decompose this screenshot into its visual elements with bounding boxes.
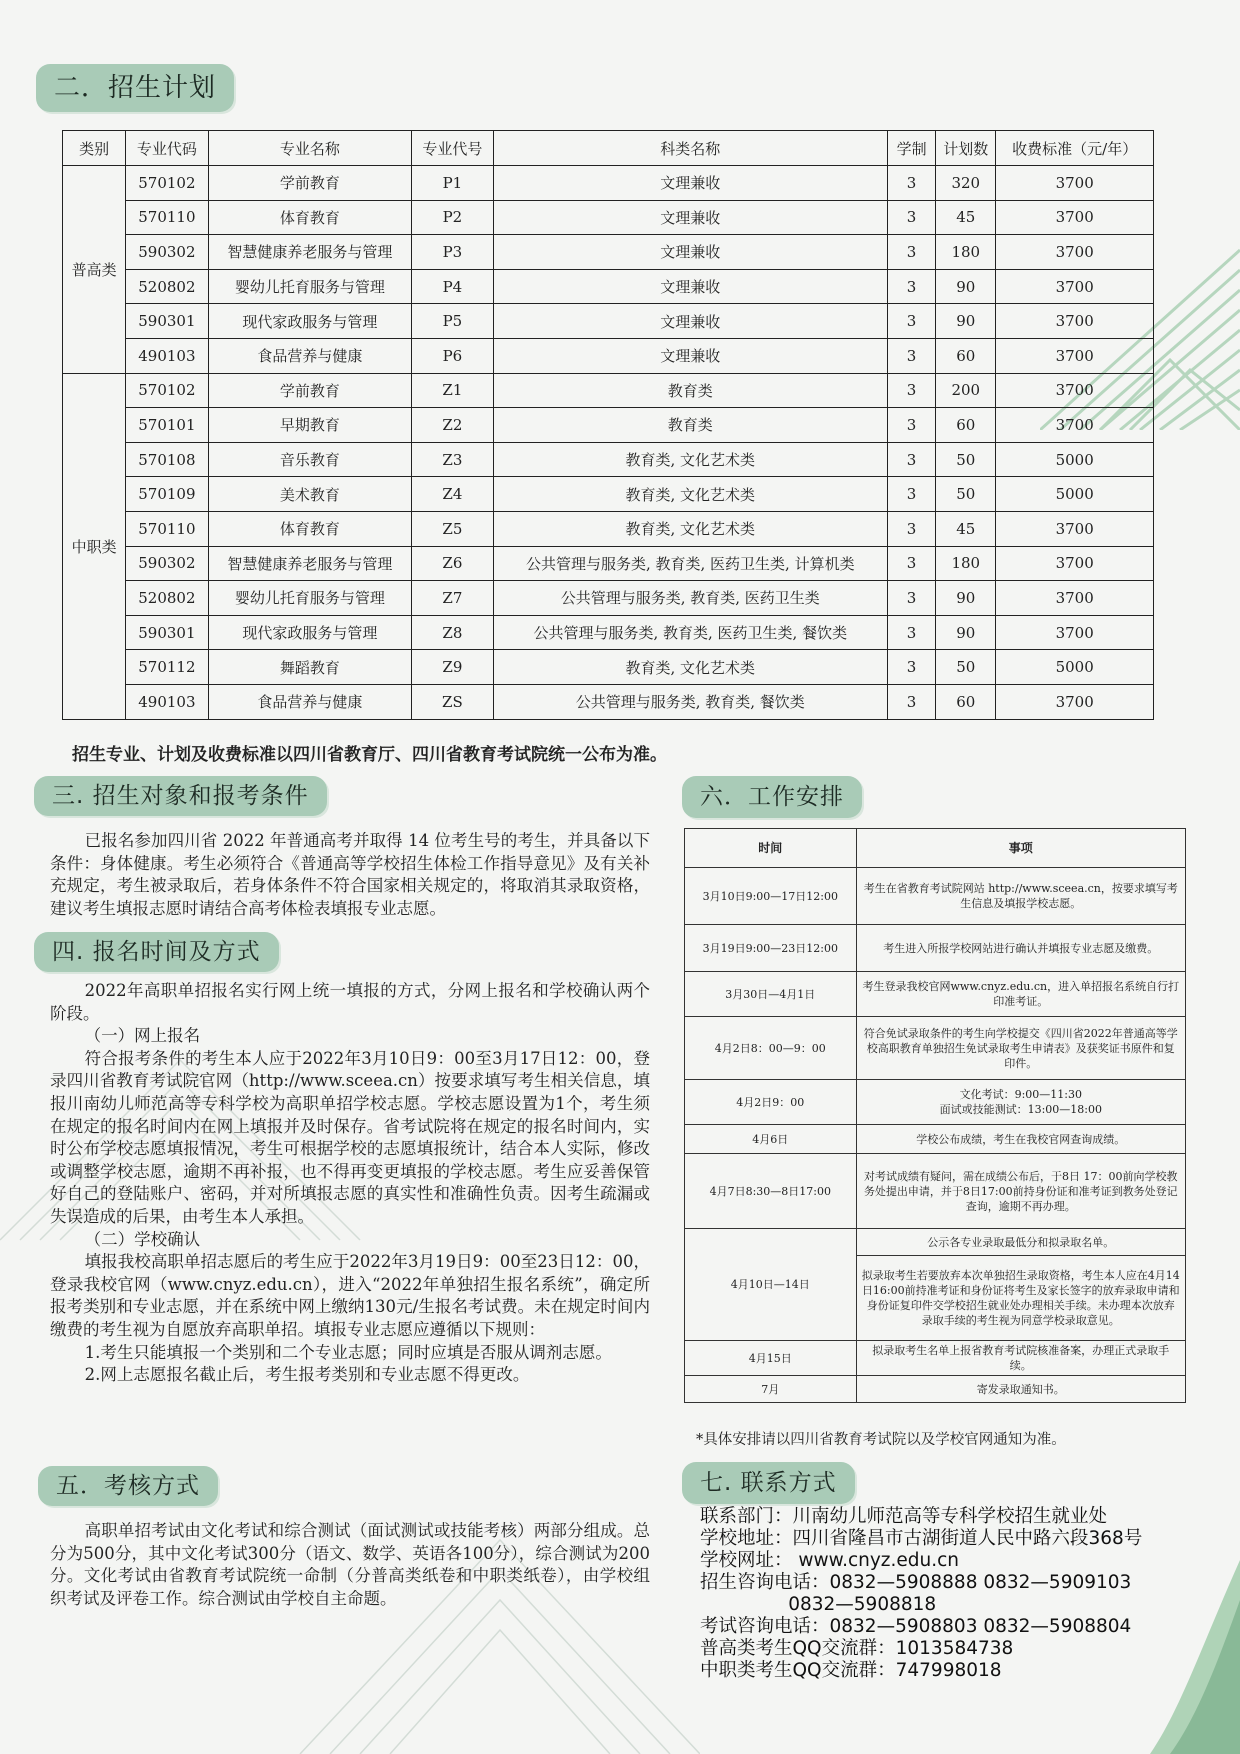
cell-xz: 3	[887, 477, 935, 512]
cell-jh: 90	[936, 269, 996, 304]
section4-text	[50, 980, 650, 1387]
cell-jh: 60	[936, 338, 996, 373]
cell-name: 智慧健康养老服务与管理	[208, 546, 412, 581]
cell-kl: 文理兼收	[493, 269, 887, 304]
table-row	[63, 166, 1154, 201]
cell-dh: P1	[412, 166, 493, 201]
cell-jh: 50	[936, 650, 996, 685]
cell-dh: P6	[412, 338, 493, 373]
table-row	[63, 373, 1154, 408]
section5-heading: 五．考核方式	[38, 1466, 218, 1506]
cell-kl: 公共管理与服务类, 教育类, 医药卫生类, 餐饮类	[493, 615, 887, 650]
cell-name: 体育教育	[208, 200, 412, 235]
cell-name: 婴幼儿托育服务与管理	[208, 581, 412, 616]
header-fee: 收费标准（元/年）	[996, 131, 1154, 166]
cell-code: 570101	[126, 408, 208, 443]
cell-kl: 公共管理与服务类, 教育类, 医药卫生类, 计算机类	[493, 546, 887, 581]
cell-jh: 90	[936, 581, 996, 616]
cell-name: 早期教育	[208, 408, 412, 443]
cell-fee: 5000	[996, 442, 1154, 477]
cell-code: 570112	[126, 650, 208, 685]
schedule-item: 寄发录取通知书。	[856, 1376, 1185, 1403]
cell-kl: 公共管理与服务类, 教育类, 餐饮类	[493, 684, 887, 719]
table-row	[63, 338, 1154, 373]
table-row	[63, 442, 1154, 477]
cell-xz: 3	[887, 338, 935, 373]
cell-xz: 3	[887, 684, 935, 719]
cell-name: 舞蹈教育	[208, 650, 412, 685]
cell-code: 490103	[126, 338, 208, 373]
section3-heading: 三. 招生对象和报考条件	[34, 776, 327, 816]
schedule-item: 考生登录我校官网www.cnyz.edu.cn，进入单招报名系统自行打印准考证。	[856, 972, 1185, 1017]
cell-fee: 3700	[996, 511, 1154, 546]
cell-xz: 3	[887, 200, 935, 235]
table-row	[63, 615, 1154, 650]
cell-xz: 3	[887, 269, 935, 304]
cell-jh: 60	[936, 408, 996, 443]
cell-code: 570108	[126, 442, 208, 477]
cell-jh: 90	[936, 304, 996, 339]
cell-xz: 3	[887, 511, 935, 546]
cell-code: 570102	[126, 373, 208, 408]
cell-dh: P3	[412, 235, 493, 270]
contact-address: 学校地址：四川省隆昌市古湖街道人民中路六段368号	[700, 1528, 1143, 1549]
cell-dh: Z6	[412, 546, 493, 581]
table-row	[63, 511, 1154, 546]
section2-heading: 二．招生计划	[36, 64, 234, 112]
cell-jh: 50	[936, 477, 996, 512]
cell-code: 570110	[126, 200, 208, 235]
cell-dh: Z4	[412, 477, 493, 512]
cell-kl: 教育类, 文化艺术类	[493, 650, 887, 685]
cell-kl: 公共管理与服务类, 教育类, 医药卫生类	[493, 581, 887, 616]
cell-dh: Z2	[412, 408, 493, 443]
assessment-paragraph: 高职单招考试由文化考试和综合测试（面试测试或技能考核）两部分组成。总分为500分，其中文化考试300分（语文、数学、英语各100分），综合测试为200分。文化考试由省教育考试院统一命制（分普高类纸卷和中职类纸卷），由学校组织考试及评卷工作。综合测试由学校自主命题。	[50, 1521, 650, 1608]
section6-heading: 六．工作安排	[682, 776, 862, 818]
cell-kl: 教育类, 文化艺术类	[493, 477, 887, 512]
category-cell: 普高类	[63, 166, 126, 374]
table-row	[63, 408, 1154, 443]
header-major-id: 专业代号	[412, 131, 493, 166]
cell-xz: 3	[887, 546, 935, 581]
cell-dh: Z7	[412, 581, 493, 616]
cell-name: 体育教育	[208, 511, 412, 546]
cell-code: 590302	[126, 235, 208, 270]
section7-heading: 七. 联系方式	[682, 1462, 855, 1504]
table-row	[63, 269, 1154, 304]
section3-text	[50, 830, 650, 920]
schedule-time: 4月2日9：00	[685, 1080, 857, 1125]
table-row	[63, 581, 1154, 616]
contact-website: 学校网址： www.cnyz.edu.cn	[700, 1550, 960, 1571]
schedule-footnote: *具体安排请以四川省教育考试院以及学校官网通知为准。	[696, 1432, 1066, 1448]
schedule-time: 4月7日8:30—8日17:00	[685, 1154, 857, 1229]
cell-xz: 3	[887, 235, 935, 270]
cell-code: 520802	[126, 581, 208, 616]
schedule-header-row	[685, 829, 1186, 868]
header-duration: 学制	[887, 131, 935, 166]
cell-code: 570110	[126, 511, 208, 546]
contact-qq-vocational: 中职类考生QQ交流群：747998018	[700, 1660, 1002, 1681]
schedule-table	[684, 828, 1186, 1403]
cell-xz: 3	[887, 408, 935, 443]
header-major-code: 专业代码	[126, 131, 208, 166]
schedule-row	[685, 1017, 1186, 1080]
schedule-header-time: 时间	[685, 829, 857, 868]
cell-jh: 90	[936, 615, 996, 650]
cell-dh: Z8	[412, 615, 493, 650]
schedule-time: 3月10日9:00—17日12:00	[685, 868, 857, 925]
contact-qq-general: 普高类考生QQ交流群：1013584738	[700, 1638, 1014, 1659]
schedule-header-item: 事项	[856, 829, 1185, 868]
cell-name: 音乐教育	[208, 442, 412, 477]
cell-fee: 3700	[996, 269, 1154, 304]
schedule-time: 3月30日—4月1日	[685, 972, 857, 1017]
schedule-time: 3月19日9:00—23日12:00	[685, 925, 857, 972]
table-row	[63, 235, 1154, 270]
cell-name: 现代家政服务与管理	[208, 615, 412, 650]
cell-xz: 3	[887, 166, 935, 201]
cell-code: 570102	[126, 166, 208, 201]
schedule-row	[685, 1125, 1186, 1154]
cell-kl: 文理兼收	[493, 235, 887, 270]
cell-dh: P4	[412, 269, 493, 304]
deco-bottom-right-mountain	[1150, 1560, 1240, 1754]
schedule-item: 文化考试：9:00—11:30 面试或技能测试：13:00—18:00	[856, 1080, 1185, 1125]
cell-name: 婴幼儿托育服务与管理	[208, 269, 412, 304]
cell-name: 智慧健康养老服务与管理	[208, 235, 412, 270]
schedule-time: 4月6日	[685, 1125, 857, 1154]
cell-fee: 3700	[996, 581, 1154, 616]
cell-kl: 文理兼收	[493, 304, 887, 339]
schedule-row	[685, 925, 1186, 972]
cell-kl: 教育类, 文化艺术类	[493, 511, 887, 546]
table-row	[63, 546, 1154, 581]
table-header-row	[63, 131, 1154, 166]
cell-fee: 3700	[996, 200, 1154, 235]
category-cell: 中职类	[63, 373, 126, 719]
cell-xz: 3	[887, 581, 935, 616]
cell-name: 现代家政服务与管理	[208, 304, 412, 339]
schedule-item: 考生在省教育考试院网站 http://www.sceea.cn，按要求填写考生信息及填报学校志愿。	[856, 868, 1185, 925]
schedule-item: 学校公布成绩，考生在我校官网查询成绩。	[856, 1125, 1185, 1154]
cell-name: 学前教育	[208, 166, 412, 201]
cell-jh: 45	[936, 200, 996, 235]
table-row	[63, 200, 1154, 235]
table-row	[63, 684, 1154, 719]
online-registration-text: 符合报考条件的考生本人应于2022年3月10日9：00至3月17日12：00，登录四川省教育考试院官网（http://www.sceea.cn）按要求填写考生相关信息，填报川南幼儿师范高等专科学校为高职单招学校志愿。学校志愿设置为1个，考生须在规定的报名时间内在网上填报并及时保存。省考试院将在规定的报名时间内，实时公布学校志愿填报情况，考生可根据学校的志愿填报统计，结合本人实际，修改或调整学校志愿，逾期不再补报，也不得再变更填报的学校志愿。考生应妥善保管好自己的登陆账户、密码，并对所填报志愿的真实性和准确性负责。因考生疏漏或失误造成的后果，由考生本人承担。	[50, 1048, 650, 1226]
cell-dh: P2	[412, 200, 493, 235]
cell-name: 学前教育	[208, 373, 412, 408]
cell-fee: 3700	[996, 684, 1154, 719]
contact-exam-phone: 考试咨询电话：0832—5908803 0832—5908804	[700, 1616, 1132, 1637]
cell-jh: 50	[936, 442, 996, 477]
cell-fee: 5000	[996, 477, 1154, 512]
cell-fee: 3700	[996, 304, 1154, 339]
contact-admission-phone-2: 0832—5908818	[700, 1594, 937, 1615]
contact-info	[700, 1506, 1142, 1682]
cell-xz: 3	[887, 650, 935, 685]
cell-kl: 文理兼收	[493, 338, 887, 373]
cell-jh: 60	[936, 684, 996, 719]
cell-jh: 200	[936, 373, 996, 408]
cell-kl: 教育类	[493, 373, 887, 408]
cell-code: 590302	[126, 546, 208, 581]
cell-code: 590301	[126, 304, 208, 339]
rule-2: 2.网上志愿报名截止后，考生报考类别和专业志愿不得更改。	[84, 1365, 530, 1385]
cell-code: 590301	[126, 615, 208, 650]
schedule-item: 拟录取考生名单上报省教育考试院核准备案，办理正式录取手续。	[856, 1341, 1185, 1376]
cell-dh: ZS	[412, 684, 493, 719]
section5-text	[50, 1520, 650, 1610]
cell-kl: 教育类, 文化艺术类	[493, 442, 887, 477]
cell-xz: 3	[887, 442, 935, 477]
schedule-row	[685, 1229, 1186, 1256]
schedule-row	[685, 1080, 1186, 1125]
table-row	[63, 650, 1154, 685]
cell-xz: 3	[887, 373, 935, 408]
schedule-row	[685, 1154, 1186, 1229]
school-confirmation-title: （二）学校确认	[84, 1229, 201, 1249]
schedule-row	[685, 972, 1186, 1017]
schedule-item: 拟录取考生若要放弃本次单独招生录取资格，考生本人应在4月14日16:00前持准考证和身份证将考生及家长签字的放弃录取申请和身份证复印件交学校招生就业处办理相关手续。未办理本次放弃录取手续的考生视为同意学校录取意见。	[856, 1256, 1185, 1341]
schedule-time: 4月15日	[685, 1341, 857, 1376]
header-quota: 计划数	[936, 131, 996, 166]
cell-jh: 320	[936, 166, 996, 201]
cell-jh: 45	[936, 511, 996, 546]
cell-kl: 文理兼收	[493, 166, 887, 201]
eligibility-paragraph: 已报名参加四川省 2022 年普通高考并取得 14 位考生号的考生，并具备以下条件：身体健康。考生必须符合《普通高等学校招生体检工作指导意见》及有关补充规定，考生被录取后，若身体条件不符合国家相关规定的，将取消其录取资格，建议考生填报志愿时请结合高考体检表填报专业志愿。	[50, 831, 650, 918]
cell-jh: 180	[936, 235, 996, 270]
rule-1: 1.考生只能填报一个类别和二个专业志愿；同时应填是否服从调剂志愿。	[84, 1342, 612, 1362]
cell-dh: Z3	[412, 442, 493, 477]
schedule-time: 4月2日8：00—9：00	[685, 1017, 857, 1080]
online-registration-title: （一）网上报名	[84, 1026, 201, 1046]
cell-xz: 3	[887, 615, 935, 650]
table-row	[63, 304, 1154, 339]
cell-dh: Z5	[412, 511, 493, 546]
cell-jh: 180	[936, 546, 996, 581]
schedule-item: 公示各专业录取最低分和拟录取名单。	[856, 1229, 1185, 1256]
contact-department: 联系部门：川南幼儿师范高等专科学校招生就业处	[700, 1506, 1108, 1527]
cell-name: 食品营养与健康	[208, 338, 412, 373]
schedule-time: 4月10日—14日	[685, 1229, 857, 1341]
schedule-row	[685, 1376, 1186, 1403]
header-category: 类别	[63, 131, 126, 166]
school-confirmation-text: 填报我校高职单招志愿后的考生应于2022年3月19日9：00至23日12：00，登录我校官网（www.cnyz.edu.cn），进入“2022年单独招生报名系统”，确定所报考类别和专业志愿，并在系统中网上缴纳130元/生报名考试费。未在规定时间内缴费的考生视为自愿放弃高职单招。填报专业志愿应遵循以下规则：	[50, 1252, 650, 1339]
table-row	[63, 477, 1154, 512]
cell-dh: Z1	[412, 373, 493, 408]
cell-fee: 3700	[996, 373, 1154, 408]
enrollment-plan-table	[62, 130, 1154, 720]
header-major-name: 专业名称	[208, 131, 412, 166]
cell-fee: 3700	[996, 166, 1154, 201]
schedule-row	[685, 868, 1186, 925]
cell-name: 美术教育	[208, 477, 412, 512]
cell-fee: 5000	[996, 650, 1154, 685]
cell-code: 490103	[126, 684, 208, 719]
schedule-row	[685, 1341, 1186, 1376]
cell-dh: Z9	[412, 650, 493, 685]
section4-heading: 四. 报名时间及方式	[34, 932, 279, 972]
cell-fee: 3700	[996, 408, 1154, 443]
schedule-time: 7月	[685, 1376, 857, 1403]
cell-xz: 3	[887, 304, 935, 339]
cell-kl: 文理兼收	[493, 200, 887, 235]
registration-intro: 2022年高职单招报名实行网上统一填报的方式，分网上报名和学校确认两个阶段。	[50, 981, 650, 1023]
cell-fee: 3700	[996, 615, 1154, 650]
contact-admission-phone: 招生咨询电话：0832—5908888 0832—5909103	[700, 1572, 1132, 1593]
cell-code: 520802	[126, 269, 208, 304]
cell-fee: 3700	[996, 338, 1154, 373]
header-subject-type: 科类名称	[493, 131, 887, 166]
cell-fee: 3700	[996, 546, 1154, 581]
plan-note: 招生专业、计划及收费标准以四川省教育厅、四川省教育考试院统一公布为准。	[72, 745, 667, 765]
cell-name: 食品营养与健康	[208, 684, 412, 719]
cell-dh: P5	[412, 304, 493, 339]
cell-kl: 教育类	[493, 408, 887, 443]
schedule-item: 考生进入所报学校网站进行确认并填报专业志愿及缴费。	[856, 925, 1185, 972]
cell-code: 570109	[126, 477, 208, 512]
schedule-item: 对考试成绩有疑问，需在成绩公布后，于8日 17：00前向学校教务处提出申请，并于8日17:00前持身份证和准考证到教务处登记查询，逾期不再办理。	[856, 1154, 1185, 1229]
cell-fee: 3700	[996, 235, 1154, 270]
schedule-item: 符合免试录取条件的考生向学校提交《四川省2022年普通高等学校高职教育单独招生免试录取考生申请表》及获奖证书原件和复印件。	[856, 1017, 1185, 1080]
